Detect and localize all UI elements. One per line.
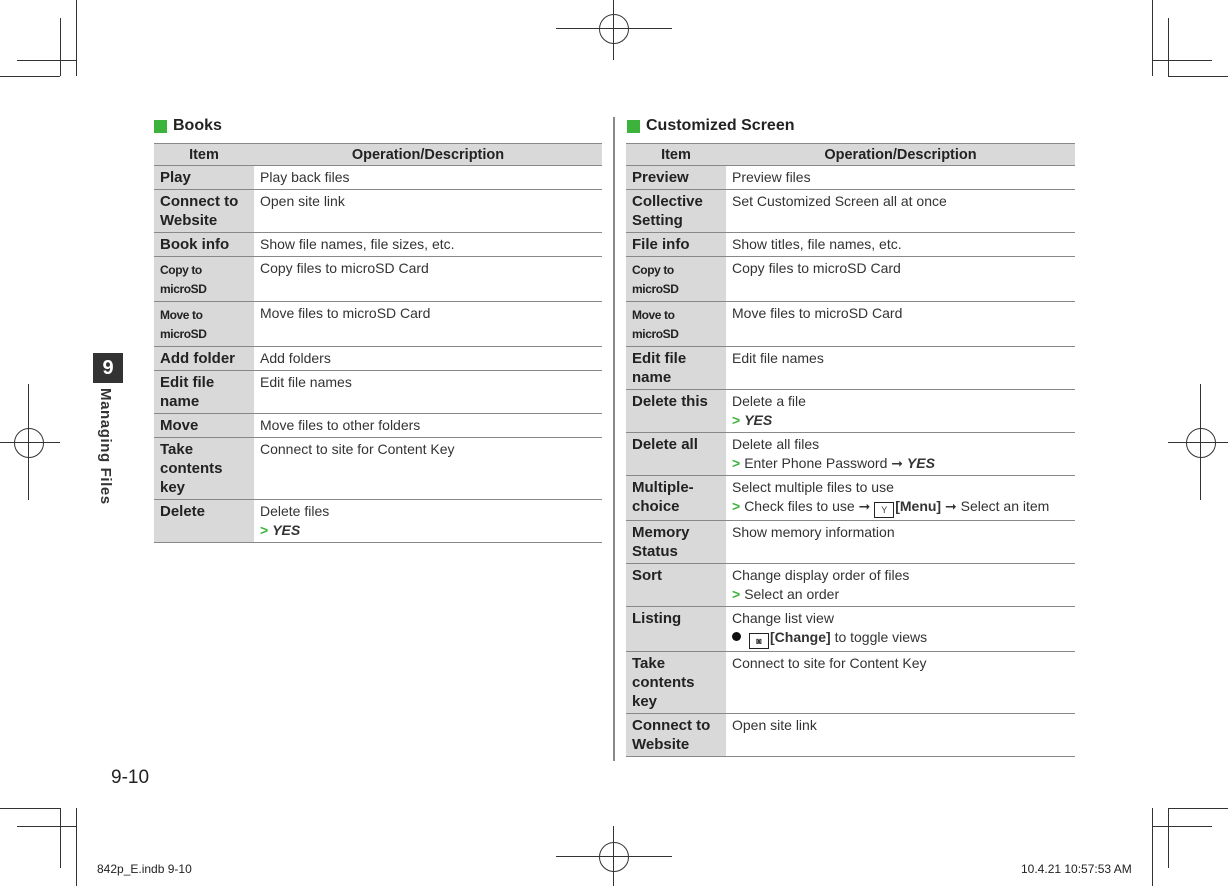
description-text: Move files to microSD Card [260,305,431,321]
books-table [154,143,602,543]
table-row [626,166,1075,190]
item-cell: Delete [154,500,254,543]
step-arrow-icon: > [260,522,269,538]
confirm-yes: YES [272,522,301,538]
description-cell [726,652,1075,714]
description-cell [254,302,602,347]
arrow-icon: ➞ [944,498,957,514]
description-cell [254,233,602,257]
description-text: Preview files [732,169,811,185]
table-row [154,257,602,302]
item-cell: Move to microSD [154,302,254,347]
item-cell: Edit file name [154,371,254,414]
description-cell [254,257,602,302]
chapter-label: Managing Files [97,388,114,505]
item-cell: Add folder [154,347,254,371]
item-cell: Connect to Website [154,190,254,233]
table-row [626,521,1075,564]
item-cell: Edit file name [626,347,726,390]
item-cell: Sort [626,564,726,607]
operation-steps [732,585,1070,604]
item-cell: Memory Status [626,521,726,564]
description-cell [254,371,602,414]
table-row [626,476,1075,521]
description-text: Show titles, file names, etc. [732,236,902,252]
step-text: Select an item [960,498,1050,514]
description-cell [726,233,1075,257]
description-cell [726,476,1075,521]
table-row [626,390,1075,433]
description-text: Set Customized Screen all at once [732,193,947,209]
customized-screen-table [626,143,1075,757]
description-cell [726,302,1075,347]
description-cell [726,257,1075,302]
description-text: Edit file names [732,350,824,366]
description-cell [726,347,1075,390]
description-text: Open site link [732,717,817,733]
footer-left: 842p_E.indb 9-10 [97,862,192,876]
table-row [154,190,602,233]
confirm-yes: YES [744,412,773,428]
description-cell [726,433,1075,476]
operation-steps [260,521,597,540]
step-arrow-icon: > [732,498,741,514]
square-bullet-icon [627,120,640,133]
description-cell [254,166,602,190]
table-row [154,438,602,500]
item-cell: Book info [154,233,254,257]
operation-steps [732,454,1070,473]
item-cell: Preview [626,166,726,190]
operation-steps [732,497,1070,518]
table-row [626,233,1075,257]
item-cell: Connect to Website [626,714,726,757]
table-row [154,500,602,543]
table-row [626,652,1075,714]
footer-right: 10.4.21 10:57:53 AM [1021,862,1132,876]
books-heading: Books [154,117,222,135]
item-cell: Multiple-choice [626,476,726,521]
table-row [626,607,1075,652]
table-row [154,233,602,257]
description-cell [254,414,602,438]
step-text: Select an order [744,586,840,602]
description-cell [726,607,1075,652]
description-text: Select multiple files to use [732,479,894,495]
description-text: Connect to site for Content Key [260,441,455,457]
table-row [626,564,1075,607]
table-row [626,302,1075,347]
description-cell [726,521,1075,564]
item-cell: Copy to microSD [154,257,254,302]
operation-steps [732,628,1070,649]
description-text: Move files to other folders [260,417,421,433]
step-arrow-icon: > [732,586,741,602]
description-text: Move files to microSD Card [732,305,903,321]
camera-key-icon: ◙ [749,633,769,649]
description-text: Change display order of files [732,567,910,583]
description-text: Delete files [260,503,330,519]
step-arrow-icon: > [732,455,741,471]
bullet-icon [732,632,741,641]
step-arrow-icon: > [732,412,741,428]
table-row [626,347,1075,390]
table-row [154,302,602,347]
item-cell: Copy to microSD [626,257,726,302]
description-text: Add folders [260,350,331,366]
item-cell: Collective Setting [626,190,726,233]
table-row [154,371,602,414]
description-text: Delete all files [732,436,820,452]
description-cell [254,347,602,371]
description-cell [254,438,602,500]
description-text: Copy files to microSD Card [732,260,901,276]
description-cell [726,714,1075,757]
item-cell: Move to microSD [626,302,726,347]
item-cell: File info [626,233,726,257]
key-label: [Menu] [895,498,942,514]
item-cell: Delete all [626,433,726,476]
description-cell [254,190,602,233]
arrow-icon: ➞ [858,498,871,514]
description-text: Edit file names [260,374,352,390]
description-text: Show memory information [732,524,895,540]
description-text: Delete a file [732,393,806,409]
description-cell [726,166,1075,190]
item-cell: Move [154,414,254,438]
page-number: 9-10 [111,767,150,788]
table-row [154,347,602,371]
soft-key-menu-icon: Y [874,502,894,518]
custom-header-desc: Operation/Description [726,144,1075,166]
description-cell [726,390,1075,433]
custom-heading: Customized Screen [627,117,794,135]
table-row [154,166,602,190]
item-cell: Listing [626,607,726,652]
description-cell [726,564,1075,607]
item-cell: Take contents key [626,652,726,714]
item-cell: Delete this [626,390,726,433]
key-label: [Change] [770,629,831,645]
description-text: Copy files to microSD Card [260,260,429,276]
operation-steps [732,411,1070,430]
custom-header-item: Item [626,144,726,166]
column-divider [613,117,615,761]
chapter-number-tab: 9 [93,353,123,383]
description-cell [726,190,1075,233]
description-cell [254,500,602,543]
description-text: Play back files [260,169,350,185]
item-cell: Play [154,166,254,190]
table-row [154,414,602,438]
description-text: Open site link [260,193,345,209]
table-row [626,714,1075,757]
books-header-item: Item [154,144,254,166]
table-row [626,433,1075,476]
description-text: Connect to site for Content Key [732,655,927,671]
step-text: to toggle views [834,629,928,645]
step-text: Check files to use [744,498,855,514]
item-cell: Take contents key [154,438,254,500]
square-bullet-icon [154,120,167,133]
table-row [626,190,1075,233]
arrow-icon: ➞ [891,455,904,471]
description-text: Show file names, file sizes, etc. [260,236,455,252]
books-header-desc: Operation/Description [254,144,602,166]
confirm-yes: YES [906,455,935,471]
description-text: Change list view [732,610,834,626]
step-text: Enter Phone Password [744,455,888,471]
table-row [626,257,1075,302]
